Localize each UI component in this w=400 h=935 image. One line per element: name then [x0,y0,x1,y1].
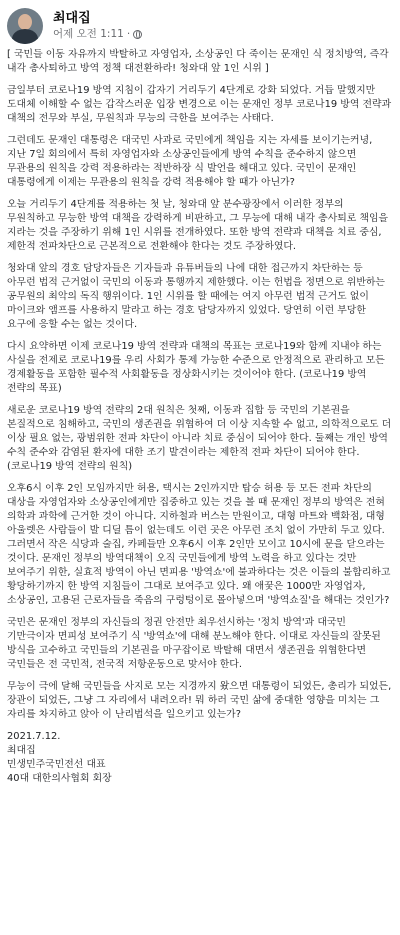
signature-title: 40대 대한의사협회 회장 [7,773,112,785]
signature-title: 민생민주국민전선 대표 [7,759,106,771]
author-name[interactable]: 최대집 [53,10,91,26]
globe-icon[interactable] [133,30,142,39]
post-paragraph: 그런데도 문재인 대통령은 대국민 사과로 국민에게 책임을 지는 자세를 보이기는커녕, 지난 7일 회의에서 특히 자영업자와 소상공인들에게 방역 수칙을 준수하지 않으면 무관용의 원칙을 강력 적용하라는 적반하장 식 발언을 해대고 있다. 국민이 문재인 대통령에게 이제는 무관용의 원칙을 강력 적용해야 할 때가 아닌가? [7,134,373,188]
post-paragraph: 금일부터 코로나19 방역 지침이 갑자기 거리두기 4단계로 강화 되었다. 거듭 말했지만 도대체 이해할 수 없는 갑작스러운 입장 변경으로 이는 문재인 정부 코로나19 방역 전략과 대책의 전무와 부실, 무원칙과 무능의 극한을 보여주는 사태다. [7,84,392,124]
post-paragraph: 다시 요약하면 이제 코로나19 방역 전략과 대책의 목표는 코로나19와 함께 지내야 하는 사실을 전제로 코로나19를 우리 사회가 통제 가능한 수준으로 안정적으로 관리하고 모든 경제활동을 포함한 필수적 사회활동을 정상화시키는 것이어야 한다. (코로나19 방역 전략의 목표) [7,340,385,394]
avatar-body [12,29,38,44]
post-timestamp[interactable]: 어제 오전 1:11 [53,28,124,41]
post-paragraph: 오후6시 이후 2인 모임까지만 허용, 택시는 2인까지만 탑승 허용 등 모든 전파 차단의 대상을 자영업자와 소상공인에게만 집중하고 있는 것을 볼 때 문재인 정부의 방역은 전혀 의학과 과학에 근거한 것이 아니다. 지하철과 버스는 만원이고, 대형 마트와 백화점, 대형 아울렛은 사람들이 발 디딜 틈이 없는데도 이런 곳은 아무런 조치 없이 가만히 두고 있다. 그러면서 작은 식당과 술집, 카페들만 오후6시 이후 2인만 모이고 10시에 문을 닫으라는 것이다. 문재인 정부의 방역대책이 오직 국민들에게 방역 노력을 하고 있다는 것만 보여주기 위한, 실효적 방역이 아닌 면피용 '방역쇼'에 불과하다는 것은 이들의 불합리하고 황당하기까지 한 방역 지침들이 그대로 보여주고 있다. 왜 애꿎은 1000만 자영업자, 소상공인, 고용된 근로자들을 죽음의 구렁텅이로 몰아넣으며 '방역쇼질'을 해대는 것인가? [7,482,391,607]
avatar[interactable] [7,8,43,44]
post-content [7,48,393,786]
post-headline: [ 국민들 이동 자유까지 박탈하고 자영업자, 소상공인 다 죽이는 문재인 식 정치방역, 즉각 내각 총사퇴하고 방역 정책 대전환하라! 청와대 앞 1인 시위 ] [7,49,389,75]
post-paragraph: 국민은 문재인 정부의 자신들의 정권 안전만 최우선시하는 '정치 방역'과 대국민 기만극이자 면피성 보여주기 식 '방역쇼'에 대해 분노해야 한다. 이대로 자신들의 잘못된 방식을 고수하고 국민들의 기본권을 마구잡이로 박탈해 대면서 생존권을 위협한다면 국민들은 전 국민적, 전국적 저항운동으로 맞서야 한다. [7,617,381,671]
post-meta [53,12,142,41]
signature-date: 2021.7.12. [7,730,61,742]
post-paragraph: 무능이 극에 달해 국민들을 사지로 모는 지경까지 왔으면 대통령이 되었든, 총리가 되었든, 장관이 되었든, 그냥 그 자리에서 내려오라! 뭐 하러 국민 삶에 중대한 영향을 미치는 그 자리를 차지하고 앉아 이 난리법석을 일으키고 있는가? [7,681,392,721]
post-time-row: 어제 오전 1:11 · [53,28,142,40]
post-paragraph: 오늘 거리두기 4단계를 적용하는 첫 날, 청와대 앞 분수광장에서 이러한 정부의 무원칙하고 무능한 방역 대책을 강력하게 비판하고, 그 무능에 대해 내각 총사퇴로 책임을 지라는 것을 주장하기 위해 1인 시위를 전개하였다. 또한 방역 전략과 대책을 치료 중심, 제한적 전파차단으로 근본적으로 전환해야 한다는 것도 주장하였다. [7,198,389,252]
post-paragraph: 청와대 앞의 경호 담당자들은 기자들과 유튜버들의 나에 대한 접근까지 차단하는 등 아무런 법적 근거없이 국민의 이동과 통행까지 제한했다. 이는 헌법을 정면으로 위반하는 공무원의 최악의 독직 행위이다. 1인 시위를 할 때에는 여지 아무런 법적 근거도 없이 마이크와 앰프를 사용하지 말라고 하는 경호 담당자까지 있었다. 당연히 이런 부당한 요구에 응할 수는 없는 것이다. [7,262,385,330]
post-header [7,0,393,48]
signature-name: 최대집 [7,745,36,757]
post-paragraph: 새로운 코로나19 방역 전략의 2대 원칙은 첫째, 이동과 집합 등 국민의 기본권을 본질적으로 침해하고, 국민의 생존권을 위협하여 더 이상 지속할 수 없고, 의학적으로도 더 이상 필요 없는, 광범위한 전파 차단이 아니라 치료 중심이 되어야 한다. 둘째는 개인 방역 수칙 준수와 감염된 환자에 대한 조기 발견이라는 제한적 전파 차단이 되어야 한다. (코로나19 방역 전략의 원칙) [7,404,392,472]
avatar-face [18,14,32,30]
signature-block [7,730,393,786]
